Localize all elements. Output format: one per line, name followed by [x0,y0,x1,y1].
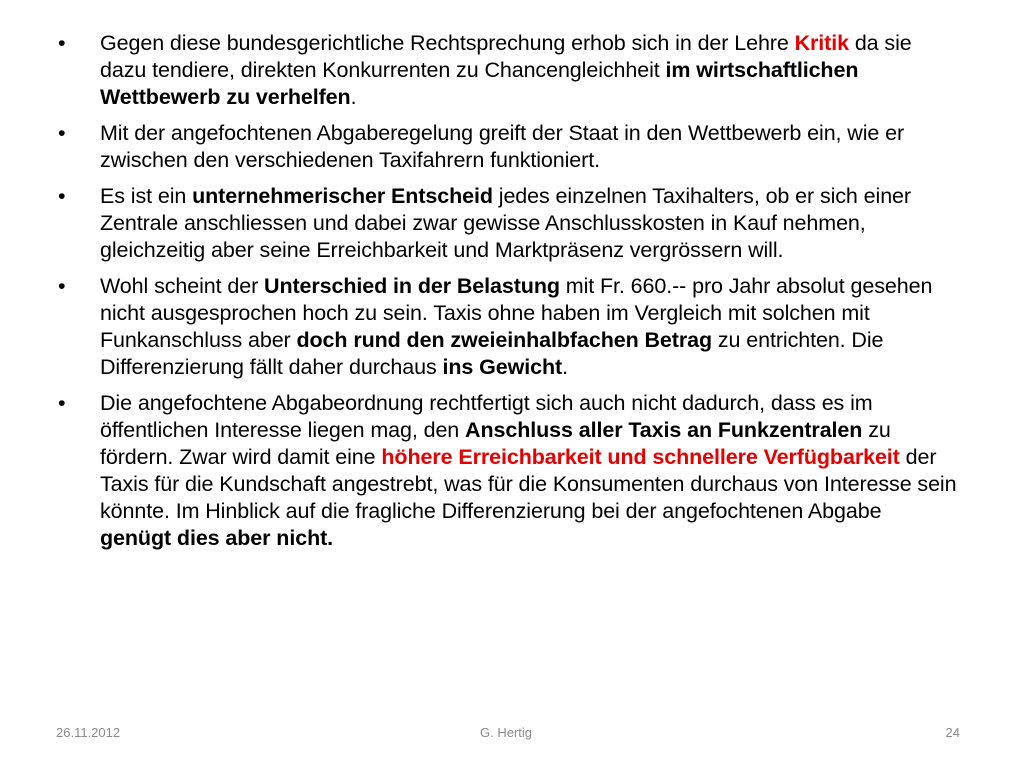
text-run: zu entrichten. Die Differenzierung fällt daher durchaus [100,328,884,379]
text-run: Mit der angefochtenen Abgaberegelung greift der Staat in den Wettbewerb ein, wie er zwischen den verschiedenen Taxifahrern funktioniert. [100,121,905,172]
footer-date: 26.11.2012 [56,725,121,740]
bullet-item [58,390,958,552]
footer-page-number: 24 [945,725,960,740]
text-run-emphasis: höhere Erreichbarkeit und schnellere Verfügbarkeit [381,445,900,469]
text-run: . [562,355,568,379]
footer-author: G. Hertig [480,725,533,740]
text-run-bold: im wirtschaftlichen Wettbewerb zu verhelfen [100,58,859,109]
text-run: mit Fr. 660.-- pro Jahr absolut gesehen nicht ausgesprochen hoch zu sein. Taxis ohne haben im Vergleich mit solchen mit Funkanschluss aber [100,274,933,352]
bullet-dot: • [58,31,66,55]
text-run-bold: Unterschied in der Belastung [264,274,560,298]
bullet-item [58,120,958,174]
bullet-dot: • [58,184,66,208]
text-run-bold: unternehmerischer Entscheid [192,184,493,208]
text-run-bold: ins Gewicht [442,355,563,379]
text-run: jedes einzelnen Taxihalters, ob er sich einer Zentrale anschliessen und dabei zwar gewisse Anschlusskosten in Kauf nehmen, gleichzeitig aber seine Erreichbarkeit und Marktpräsenz vergrössern will. [100,184,911,262]
text-run: der Taxis für die Kundschaft angestrebt, was für die Konsumenten durchaus von Interesse sein könnte. Im Hinblick auf die fragliche Differenzierung bei der angefochtenen Abgabe [100,445,957,523]
bullet-dot: • [58,121,66,145]
text-run: Es ist ein [100,184,193,208]
text-run: zu fördern. Zwar wird damit eine [100,418,891,469]
text-run: Die angefochtene Abgabeordnung rechtfertigt sich auch nicht dadurch, dass es im öffentlichen Interesse liegen mag, den [100,391,873,442]
bullet-item [58,30,958,111]
text-run-bold: Anschluss aller Taxis an Funkzentralen [465,418,863,442]
bullet-dot: • [58,274,66,298]
slide-body [58,30,958,561]
bullet-item [58,273,958,381]
text-run: Gegen diese bundesgerichtliche Rechtsprechung erhob sich in der Lehre [100,31,795,55]
text-run-bold: genügt dies aber nicht. [100,526,334,550]
text-run: . [350,85,357,109]
text-run-emphasis: Kritik [794,31,849,55]
text-run-bold: doch rund den zweieinhalbfachen Betrag [296,328,712,352]
bullet-item [58,183,958,264]
text-run: Wohl scheint der [100,274,265,298]
bullet-dot: • [58,391,66,415]
text-run: da sie dazu tendiere, direkten Konkurrenten zu Chancengleichheit [100,31,912,82]
